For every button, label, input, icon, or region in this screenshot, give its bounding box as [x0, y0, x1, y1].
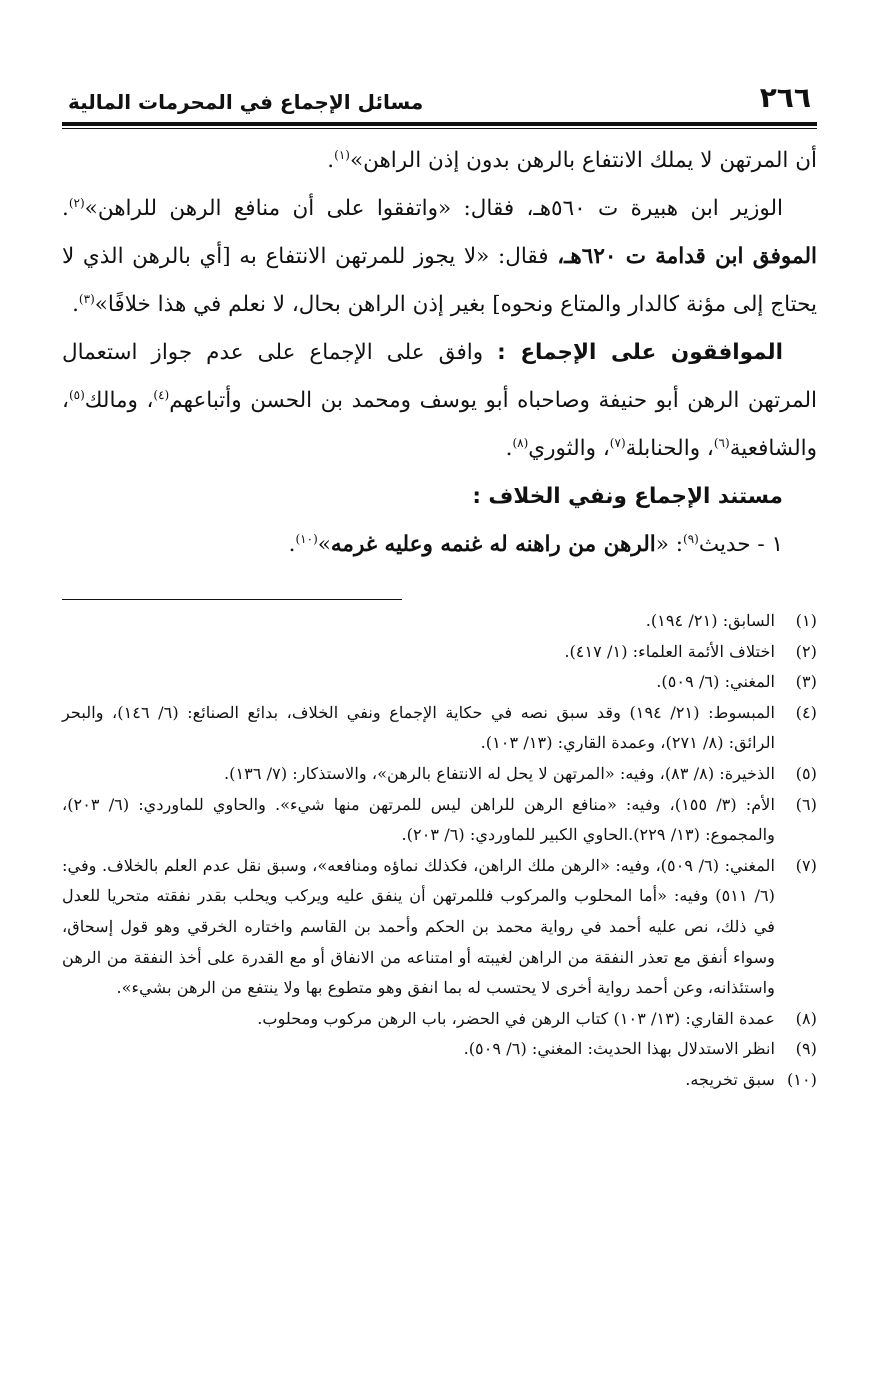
punctuation: . [288, 532, 296, 557]
punctuation: . [505, 436, 513, 461]
paragraph-text: ، والثوري [528, 436, 610, 461]
footnote-text: الذخيرة: (٨/ ٨٣)، وفيه: «المرتهن لا يحل له الانتفاع بالرهن»، والاستذكار: (٧/ ١٣٦). [223, 763, 775, 783]
footnote-number: (٨) [795, 1008, 817, 1028]
footnote-ref[interactable]: (٣) [78, 291, 95, 306]
paragraph [62, 521, 817, 569]
footnote-ref[interactable]: (٢) [68, 195, 85, 210]
paragraph-text: فقال: «لا يجوز للمرتهن الانتفاع به [أي بالرهن الذي لا يحتاج إلى مؤنة كالدار والمتاع ونحوه] بغير إذن الراهن بحال، لا نعلم في هذا خلافًا» [62, 244, 817, 317]
punctuation: . [62, 196, 69, 221]
footnote-item [62, 667, 817, 698]
footnote-item [62, 759, 817, 790]
header-rule [62, 122, 817, 126]
paragraph-text: وافق على الإجماع على عدم جواز استعمال المرتهن الرهن أبو حنيفة وصاحباه أبو يوسف ومحمد بن الحسن وأتباعهم [62, 340, 817, 413]
footnote-ref[interactable]: (١) [334, 147, 350, 162]
paragraph-text: ١ - حديث [698, 532, 783, 557]
footnote-number: (٦) [795, 794, 817, 814]
footnote-text: انظر الاستدلال بهذا الحديث: المغني: (٦/ ٥٠٩). [463, 1039, 775, 1059]
section-heading: مستند الإجماع ونفي الخلاف : [472, 484, 783, 509]
footnote-text: سبق تخريجه. [685, 1069, 775, 1089]
footnote-text: اختلاف الأئمة العلماء: (١/ ٤١٧). [564, 641, 775, 661]
footnote-number: (٥) [795, 763, 817, 783]
footnote-number: (٣) [795, 672, 817, 692]
footnote-separator-wrap [62, 599, 817, 600]
footnote-number: (٤) [795, 702, 817, 722]
footnote-text: عمدة القاري: (١٣/ ١٠٣) كتاب الرهن في الحضر، باب الرهن مركوب ومحلوب. [257, 1008, 775, 1028]
punctuation: . [327, 148, 335, 173]
footnote-ref[interactable]: (٨) [512, 435, 529, 450]
punctuation: » [317, 532, 331, 557]
footnote-item [62, 790, 817, 851]
footnote-ref[interactable]: (٤) [153, 387, 170, 402]
paragraph [62, 473, 817, 521]
paragraph-text: ، والشافعية [62, 388, 817, 461]
footnote-text: الأم: (٣/ ١٥٥)، وفيه: «منافع الرهن للراهن ليس للمرتهن منها شيء». والحاوي للماوردي: (٦/ ٢٠٣)، والمجموع: (١٣/ ٢٢٩).الحاوي الكبير للماوردي: (٦/ ٢٠٣). [62, 794, 775, 845]
footnote-ref[interactable]: (٩) [683, 531, 699, 546]
paragraph-text: ، والحنابلة [625, 436, 714, 461]
footnote-number: (١٠) [786, 1069, 817, 1089]
page-header [62, 70, 817, 112]
footnote-item [62, 1034, 817, 1065]
footnotes [62, 606, 817, 1096]
footnote-text: السابق: (٢١/ ١٩٤). [645, 611, 775, 630]
header-rule-thin [62, 128, 817, 129]
footnote-number: (١) [795, 611, 817, 630]
paragraph-text: الوزير ابن هبيرة ت ٥٦٠هـ، فقال: «واتفقوا على أن منافع الرهن للراهن» [84, 196, 783, 221]
footnote-text: المغني: (٦/ ٥٠٩). [656, 672, 775, 692]
footnote-number: (٧) [795, 855, 817, 875]
footnote-ref[interactable]: (١٠) [295, 531, 318, 546]
punctuation: : « [655, 532, 683, 557]
paragraph [62, 185, 817, 329]
punctuation: . [72, 292, 79, 317]
footnote-item [62, 1065, 817, 1096]
hadith-text: الرهن من راهنه له غنمه وعليه غرمه [330, 532, 656, 557]
footnote-separator [62, 599, 402, 600]
footnote-item [62, 851, 817, 1004]
scholar-name: الموفق ابن قدامة ت ٦٢٠هـ، [557, 244, 817, 269]
footnote-item [62, 1004, 817, 1035]
footnote-number: (٩) [795, 1039, 817, 1059]
footnote-item [62, 698, 817, 759]
footnote-item [62, 606, 817, 637]
page-number: ٢٦٦ [759, 81, 811, 114]
book-page [62, 70, 817, 1372]
paragraph [62, 137, 817, 185]
footnote-text: المبسوط: (٢١/ ١٩٤) وقد سبق نصه في حكاية الإجماع ونفي الخلاف، بدائع الصنائع: (٦/ ١٤٦)، والبحر الرائق: (٨/ ٢٧١)، وعمدة القاري: (١٣/ ١٠٣). [62, 702, 775, 753]
footnote-ref[interactable]: (٧) [609, 435, 626, 450]
paragraph [62, 329, 817, 473]
paragraph-text: ، ومالك [84, 388, 154, 413]
footnote-text: المغني: (٦/ ٥٠٩)، وفيه: «الرهن ملك الراهن، فكذلك نماؤه ومنافعه»، وسبق نقل عدم العلم بالخلاف. وفي: (٦/ ٥١١) وفيه: «أما المحلوب والمركوب فللمرتهن أن ينفق عليه ويركب ويحلب بقدر نفقته متحريا للعدل في ذلك، نص عليه أحمد في رواية محمد بن الحكم وأحمد بن القاسم واختاره الخرقي وهو قول إسحاق، وسواء أنفق مع تعذر النفقة من الراهن لغيبته أو امتناعه من الانفاق أو مع القدرة على أخذ النفقة من الرهن واستئذانه، وعن أحمد رواية أخرى لا يحتسب له بما انفق وهو متطوع بها ولا ينتفع من الرهن بشيء». [62, 855, 775, 998]
running-title: مسائل الإجماع في المحرمات المالية [68, 90, 424, 114]
footnote-ref[interactable]: (٥) [68, 387, 85, 402]
section-heading: الموافقون على الإجماع : [497, 340, 783, 365]
main-text [62, 137, 817, 569]
footnote-number: (٢) [795, 641, 817, 661]
paragraph-text: أن المرتهن لا يملك الانتفاع بالرهن بدون إذن الراهن» [349, 148, 817, 173]
footnote-item [62, 637, 817, 668]
footnote-ref[interactable]: (٦) [713, 435, 730, 450]
